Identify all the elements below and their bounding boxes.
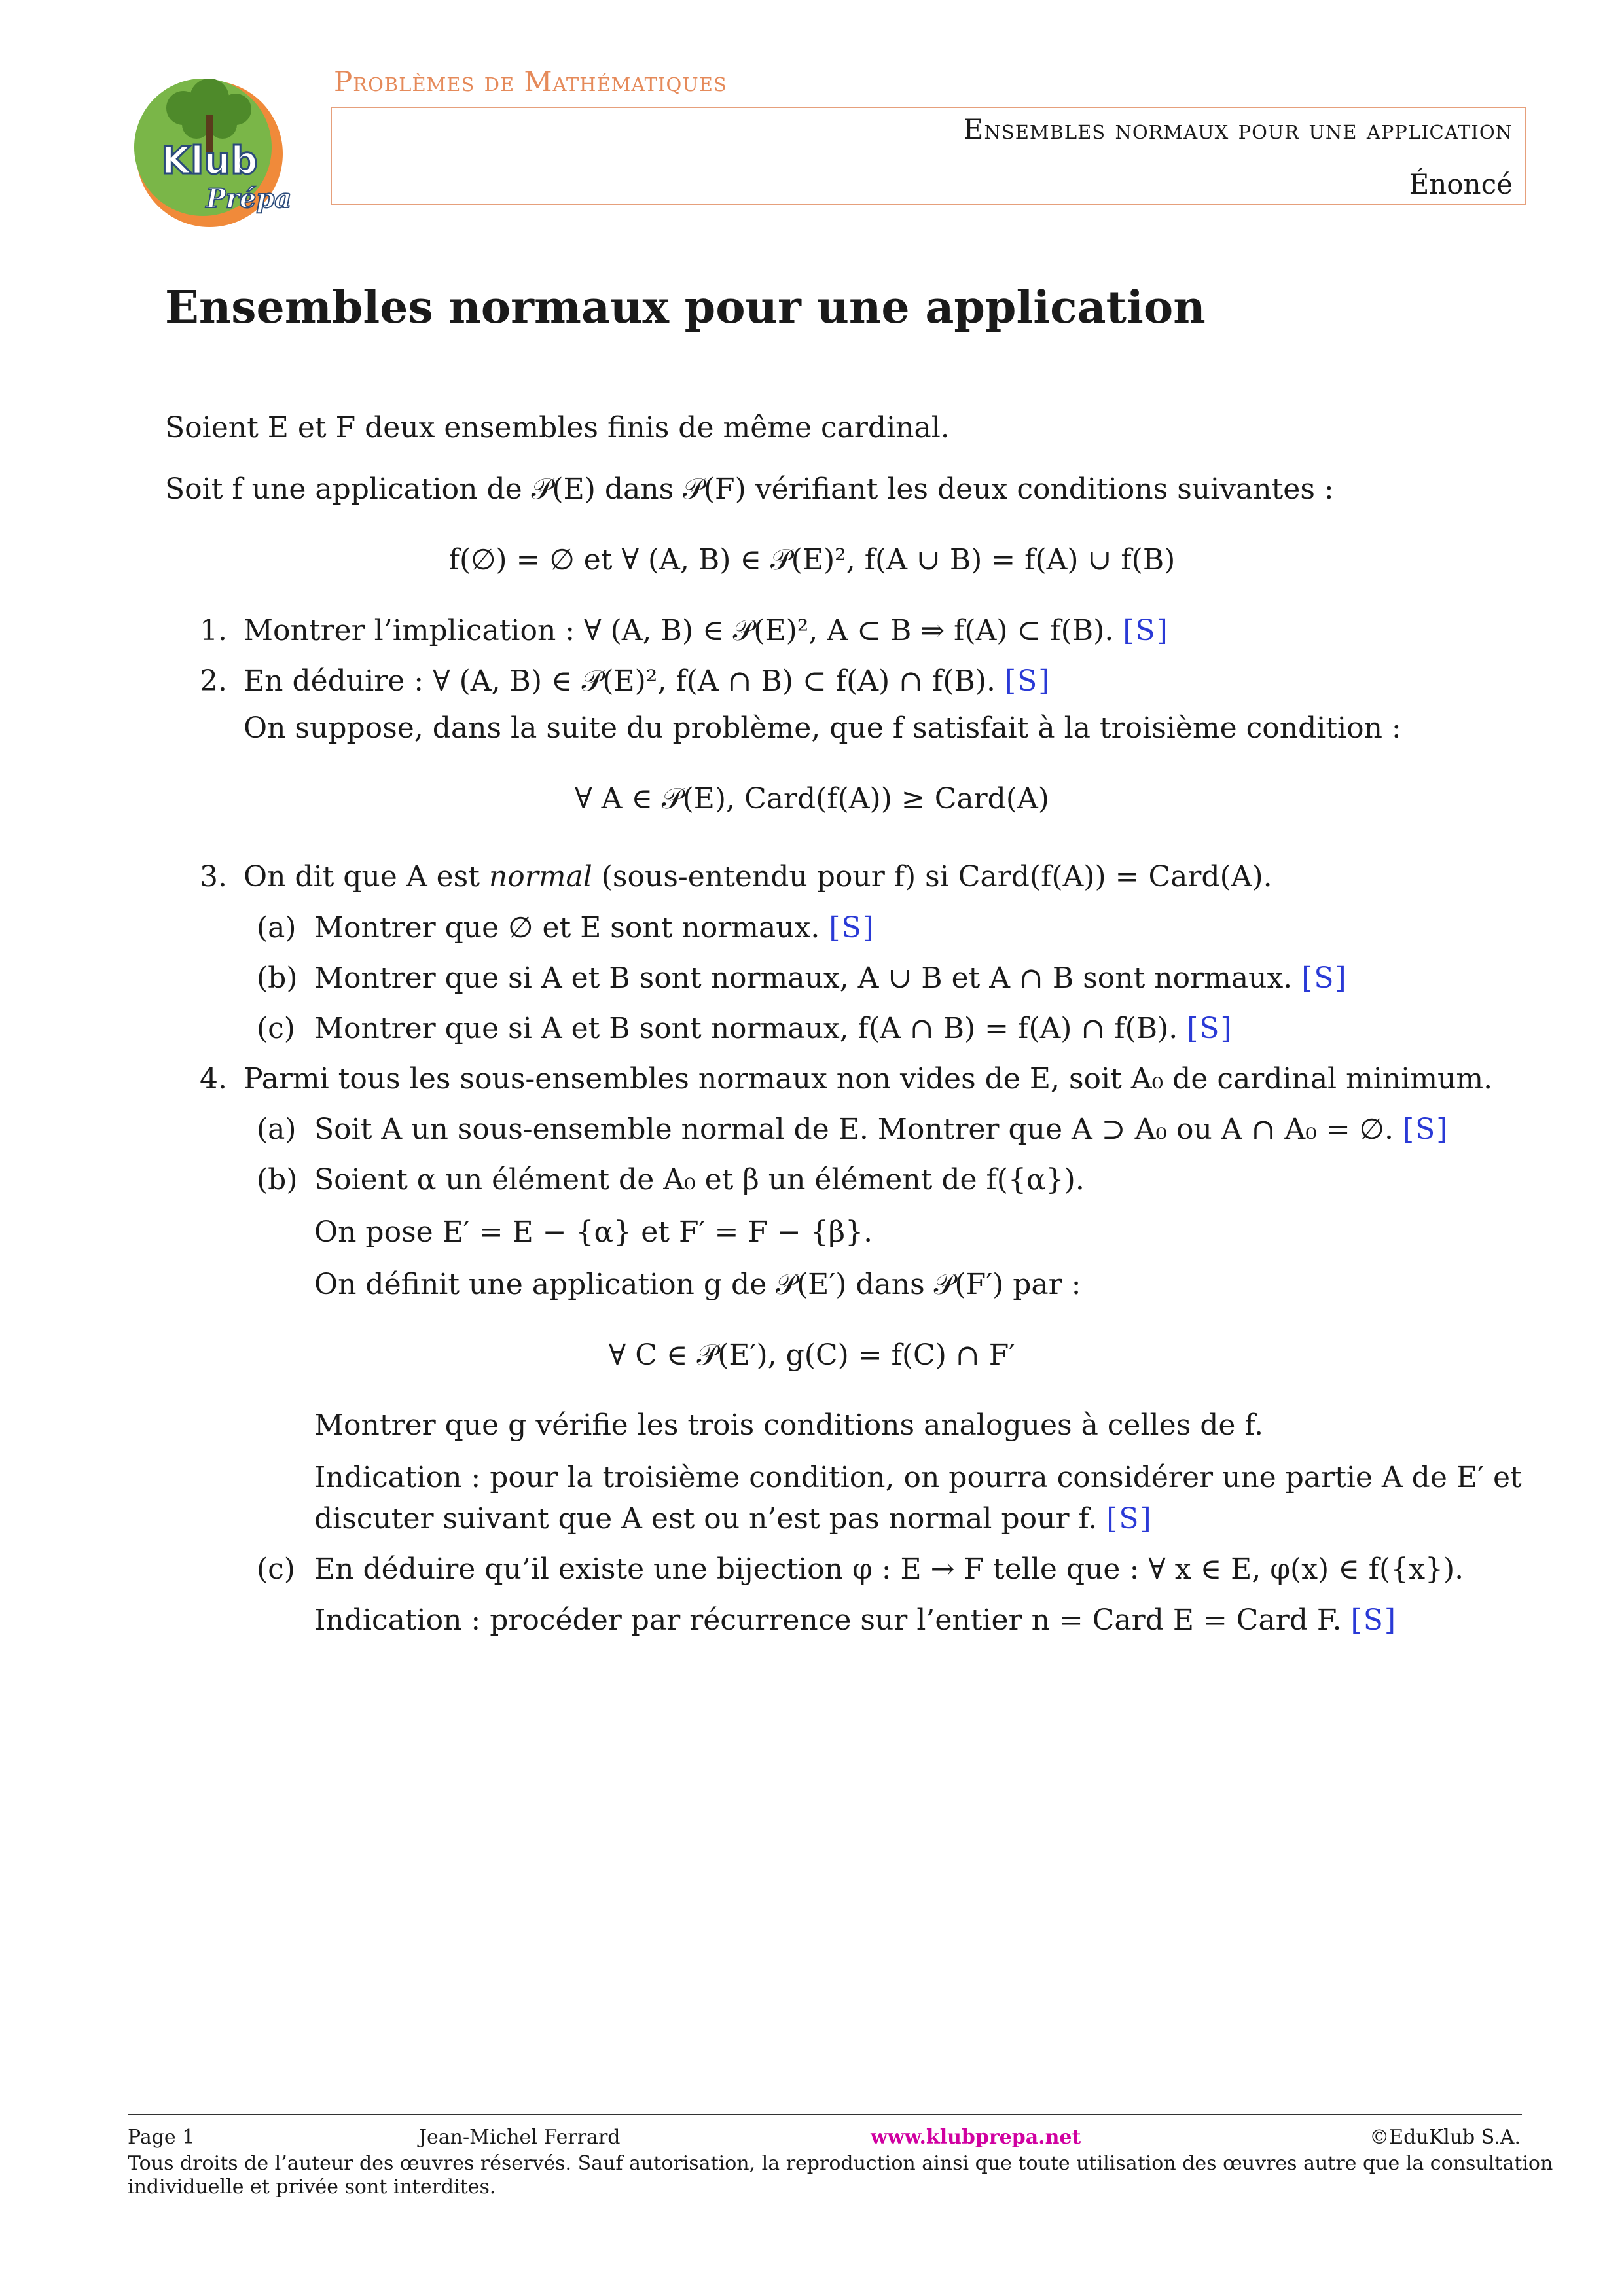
q3-term-normal: normal [488,860,592,893]
q1-number: 1. [200,614,227,647]
q3c-text [314,1012,1233,1047]
q4b-line6: discuter suivant que A est ou n’est pas normal pour f. [314,1502,1098,1535]
q4b-line4: Montrer que g vérifie les trois conditions analogues à celles de f. [314,1408,1264,1442]
q3b-solution-link[interactable]: [S] [1301,961,1348,995]
q4a-text [314,1113,1449,1147]
q4a-label: (a) [257,1113,297,1146]
footer-rule [128,2114,1522,2115]
footer-rights-line2: individuelle et privée sont interdites. [128,2176,496,2198]
q3a-label: (a) [257,911,297,944]
q3c-statement: Montrer que si A et B sont normaux, f(A ∩ B) = f(A) ∩ f(B). [314,1012,1178,1045]
q2-number: 2. [200,664,227,698]
header-title: Ensembles normaux pour une application [963,113,1513,145]
q2-continuation: On suppose, dans la suite du problème, que f satisfait à la troisième condition : [244,711,1401,745]
header-box [331,107,1526,205]
q4a-statement: Soit A un sous-ensemble normal de E. Montrer que A ⊃ A₀ ou A ∩ A₀ = ∅. [314,1113,1394,1146]
footer-site-link[interactable]: www.klubprepa.net [871,2126,1081,2149]
q3c-label: (c) [257,1012,295,1045]
page-title: Ensembles normaux pour une application [165,281,1206,334]
footer-rights-line1: Tous droits de l’auteur des œuvres réservés. Sauf autorisation, la reproduction ainsi que toute utilisation des œuvres autre que la consultation [128,2152,1553,2175]
q4b-line3: On définit une application g de 𝒫(E′) dans 𝒫(F′) par : [314,1268,1081,1301]
q2-solution-link[interactable]: [S] [1004,664,1051,698]
q3b-statement: Montrer que si A et B sont normaux, A ∪ B et A ∩ B sont normaux. [314,961,1293,995]
q4b-formula: ∀ C ∈ 𝒫(E′), g(C) = f(C) ∩ F′ [608,1338,1016,1372]
header-subtitle: Énoncé [1409,168,1513,200]
q3a-text [314,911,875,946]
q3a-solution-link[interactable]: [S] [829,911,875,944]
q4a-solution-link[interactable]: [S] [1403,1113,1449,1146]
q3b-text [314,961,1348,996]
q3-text [244,860,1272,895]
q4c-line2: Indication : procéder par récurrence sur l’entier n = Card E = Card F. [314,1604,1342,1637]
logo-word-klub: Klub [161,138,258,183]
q4c-line1: En déduire qu’il existe une bijection φ : E → F telle que : ∀ x ∈ E, φ(x) ∈ f({x}). [314,1552,1464,1586]
q1-statement: Montrer l’implication : ∀ (A, B) ∈ 𝒫(E)², A ⊂ B ⇒ f(A) ⊂ f(B). [244,614,1114,647]
q4-number: 4. [200,1062,227,1096]
q3-number: 3. [200,860,227,893]
q1-solution-link[interactable]: [S] [1123,614,1169,647]
klubprepa-logo [111,62,314,229]
footer-page: Page 1 [128,2126,195,2149]
q4-text: Parmi tous les sous-ensembles normaux non vides de E, soit A₀ de cardinal minimum. [244,1062,1493,1096]
q3a-statement: Montrer que ∅ et E sont normaux. [314,911,820,944]
q3b-label: (b) [257,961,298,995]
q4c-solution-link[interactable]: [S] [1350,1604,1398,1637]
q1-text [244,614,1169,649]
footer-author: Jean-Michel Ferrard [419,2126,621,2149]
footer-copyright: ©EduKlub S.A. [1369,2126,1521,2149]
q4b-line2: On pose E′ = E − {α} et F′ = F − {β}. [314,1215,873,1249]
intro-formula: f(∅) = ∅ et ∀ (A, B) ∈ 𝒫(E)², f(A ∪ B) = f(A) ∪ f(B) [448,543,1176,577]
q4b-solution-link[interactable]: [S] [1106,1502,1153,1535]
q3-text-after: (sous-entendu pour f) si Card(f(A)) = Card(A). [592,860,1272,893]
q2-statement: En déduire : ∀ (A, B) ∈ 𝒫(E)², f(A ∩ B) ⊂ f(A) ∩ f(B). [244,664,996,698]
q4b-label: (b) [257,1163,298,1196]
q3-text-before: On dit que A est [244,860,489,893]
q4c-line2-wrap [314,1604,1397,1638]
q2-formula: ∀ A ∈ 𝒫(E), Card(f(A)) ≥ Card(A) [575,782,1049,816]
q4c-label: (c) [257,1552,295,1586]
logo-word-prepa: Prépa [206,183,292,214]
q4b-line6-wrap [314,1502,1153,1537]
q2-text [244,664,1051,699]
q4b-line5: Indication : pour la troisième condition, on pourra considérer une partie A de E′ et [314,1461,1522,1494]
intro-p1: Soient E et F deux ensembles finis de même cardinal. [165,411,950,444]
intro-p2: Soit f une application de 𝒫(E) dans 𝒫(F) vérifiant les deux conditions suivantes : [165,473,1334,506]
footer-site-wrap [871,2126,1081,2149]
series-title: Problèmes de Mathématiques [334,65,727,98]
q3c-solution-link[interactable]: [S] [1187,1012,1233,1045]
q4b-line1: Soient α un élément de A₀ et β un élément de f({α}). [314,1163,1085,1196]
